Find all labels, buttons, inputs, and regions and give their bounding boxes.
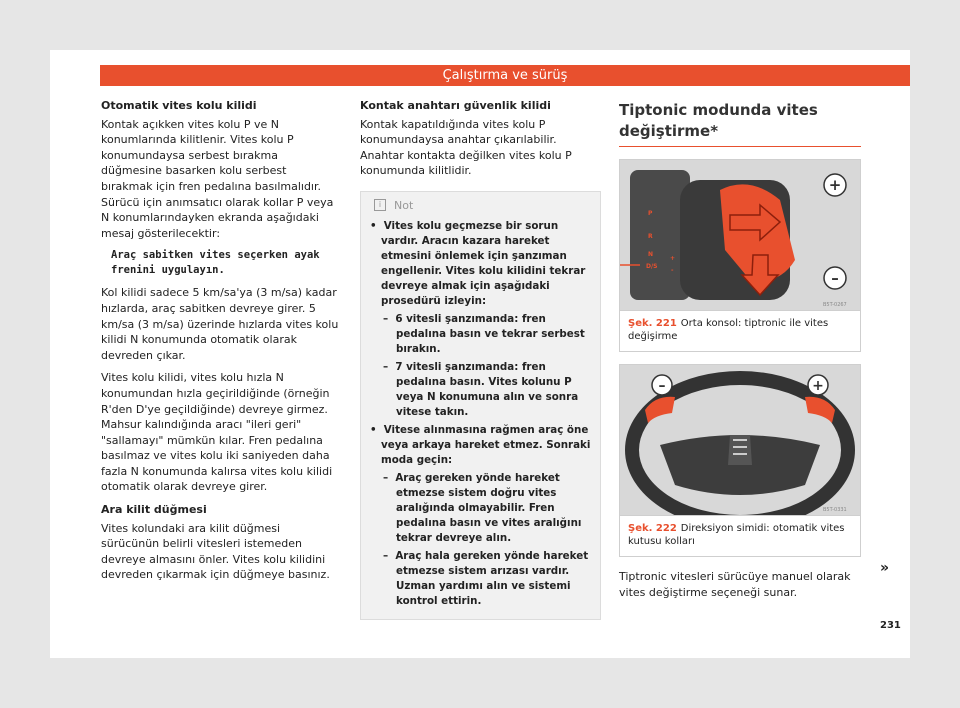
gear-lever-illustration <box>620 160 860 310</box>
heading-ignition-key-lock: Kontak anahtarı güvenlik kilidi <box>360 99 551 112</box>
gear-label: P <box>648 210 653 217</box>
figure-gear-lever <box>619 159 861 352</box>
list-subitem: – 7 vitesli şanzımanda: fren pedalına basın. Vites kolunu P veya N konumuna alın ve sonra vitese takın. <box>383 360 579 418</box>
list-item: • Vites kolu geçmezse bir sorun vardır. Aracın kazara hareket etmesini önlemek için şanzıman engellenir. Vites kolu kilidini tekrar devreye almak için aşağıdaki prosedürü izleyin: <box>370 219 586 307</box>
paragraph: Tiptronic vitesleri sürücüye manuel olarak vites değiştirme seçeneği sunar. <box>619 570 851 599</box>
note-box <box>360 191 601 620</box>
list-subitem: – Araç gereken yönde hareket etmezse sistem doğru vites aralığında olmayabilir. Fren pedalına basın ve vites aralığını tekrar devreye alın. <box>383 471 582 544</box>
paragraph: Vites kolundaki ara kilit düğmesi sürücünün belirli vitesleri istemeden devreye almasını önler. Vites kolu kilidini devreden çıkarmak için düğmeye basınız. <box>101 521 330 582</box>
column-right <box>619 98 861 607</box>
figure-steering-wheel <box>619 364 861 557</box>
gear-label: + <box>670 255 676 262</box>
figure-code: B5T-0331 <box>823 507 847 513</box>
note-title: Not <box>394 198 414 212</box>
svg-text:+: + <box>828 176 842 194</box>
display-message: Araç sabitken vites seçerken ayak frenini uygulayın. <box>111 249 320 277</box>
list-subitem: – Araç hala gereken yönde hareket etmezse sistem arızası vardır. Uzman yardımı alın ve sistemi kontrol ettirin. <box>383 549 589 607</box>
svg-text:–: – <box>831 269 839 287</box>
section-header: Çalıştırma ve sürüş <box>100 65 910 86</box>
gear-label: R <box>648 233 653 240</box>
svg-text:+: + <box>812 378 824 394</box>
page-number: 231 <box>880 620 901 631</box>
paragraph: Kontak kapatıldığında vites kolu P konumundaysa anahtar çıkarılabilir. Anahtar kontakta değilken vites kolu P konumunda kilitlidir. <box>360 117 572 178</box>
figure-caption: Şek. 221 Orta konsol: tiptronic ile vites değişirme <box>620 310 860 351</box>
list-subitem: – 6 vitesli şanzımanda: fren pedalına basın ve tekrar serbest bırakın. <box>383 312 585 355</box>
list-item: • Vitese alınmasına rağmen araç öne veya arkaya hareket etmez. Sonraki moda geçin: <box>370 423 591 466</box>
paragraph: Vites kolu kilidi, vites kolu hızla N konumundan hızla geçirildiğinde (örneğin R'den D'ye geçildiğinde) devreye girmez. Mahsur kalındığında aracı "ileri geri" "sallamayı" mümkün kılar. Fren pedalına basılmaz ve vites kolu iki saniyeden daha fazla N konumunda kalırsa vites kolu kilidi otomatik olarak devreye girer. <box>101 371 333 494</box>
column-left <box>101 98 341 590</box>
heading-gear-lever-lock: Otomatik vites kolu kilidi <box>101 99 257 112</box>
gear-label: D/S <box>646 263 658 270</box>
svg-text:–: – <box>658 378 666 394</box>
gear-label: - <box>671 267 674 274</box>
page <box>50 50 910 658</box>
continue-arrow: » <box>880 560 890 576</box>
figure-code: B5T-0267 <box>823 302 847 308</box>
info-icon: i <box>374 199 386 211</box>
figure-caption: Şek. 222 Direksiyon simidi: otomatik vites kutusu kolları <box>620 515 860 556</box>
gear-label: N <box>648 251 654 258</box>
steering-wheel-illustration <box>620 365 860 515</box>
paragraph: Kontak açıkken vites kolu P ve N konumlarında kilitlenir. Vites kolu P konumundaysa serbest bırakma düğmesine basarken kolu serbest bırakmak için fren pedalına basılmalıdır. Sürücü için anımsatıcı olarak kollar P veya N konumlarındayken ekranda aşağıdaki mesaj gösterilecektir: <box>101 117 334 240</box>
section-title: Tiptonic modunda vites değiştirme* <box>619 100 861 147</box>
heading-interlock-button: Ara kilit düğmesi <box>101 503 207 517</box>
paragraph: Kol kilidi sadece 5 km/sa'ya (3 m/sa) kadar hızlarda, araç sabitken devreye girer. 5 km/sa (3 m/sa) üzerinde hızlarda vites kolu kilidi N konumunda otomatik olarak devreden çıkar. <box>101 286 339 362</box>
column-middle <box>360 98 601 620</box>
